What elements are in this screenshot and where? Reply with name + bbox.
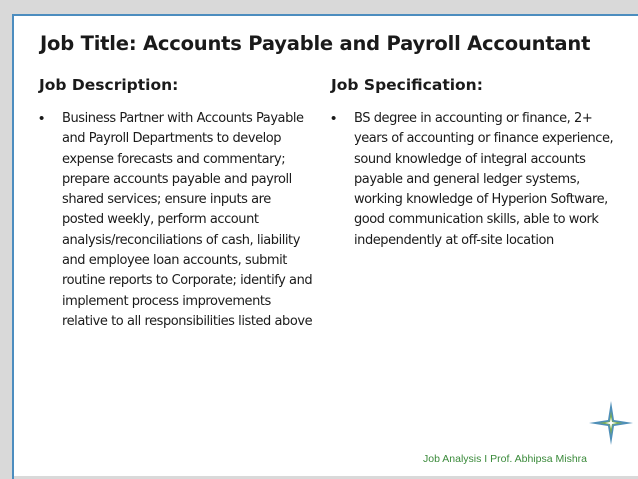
job-description-column (39, 76, 314, 332)
compass-star-icon (589, 401, 633, 445)
slide-title: Job Title: Accounts Payable and Payroll Accountant (40, 32, 591, 55)
job-description-heading: Job Description: (39, 76, 179, 94)
job-description-text: Business Partner with Accounts Payable and Payroll Departments to develop expense forecasts and commentary; prepare accounts payable and payroll shared services; ensure inputs are posted weekly, perform account analysis/reconciliations of cash, liability and employee loan accounts, submit routine reports to Corporate; identify and implement process improvements relative to all responsibilities listed above (62, 111, 313, 329)
job-specification-heading: Job Specification: (331, 76, 483, 94)
frame-left-accent (12, 14, 14, 479)
bullet-marker: • (39, 110, 45, 127)
footer-credit: Job Analysis I Prof. Abhipsa Mishra (423, 453, 587, 465)
job-specification-text: BS degree in accounting or finance, 2+ years of accounting or finance experience, sound knowledge of integral accounts payable and general ledger systems, working knowledge of Hyperion Software, good communication skills, able to work independently at off-site location (354, 111, 614, 248)
job-specification-column (331, 76, 626, 251)
frame-top-accent (12, 14, 638, 16)
bullet-marker: • (331, 110, 337, 127)
frame-left-bar (0, 0, 12, 479)
job-specification-bullet (331, 109, 626, 251)
frame-top-bar (0, 0, 638, 14)
job-description-bullet (39, 109, 314, 332)
